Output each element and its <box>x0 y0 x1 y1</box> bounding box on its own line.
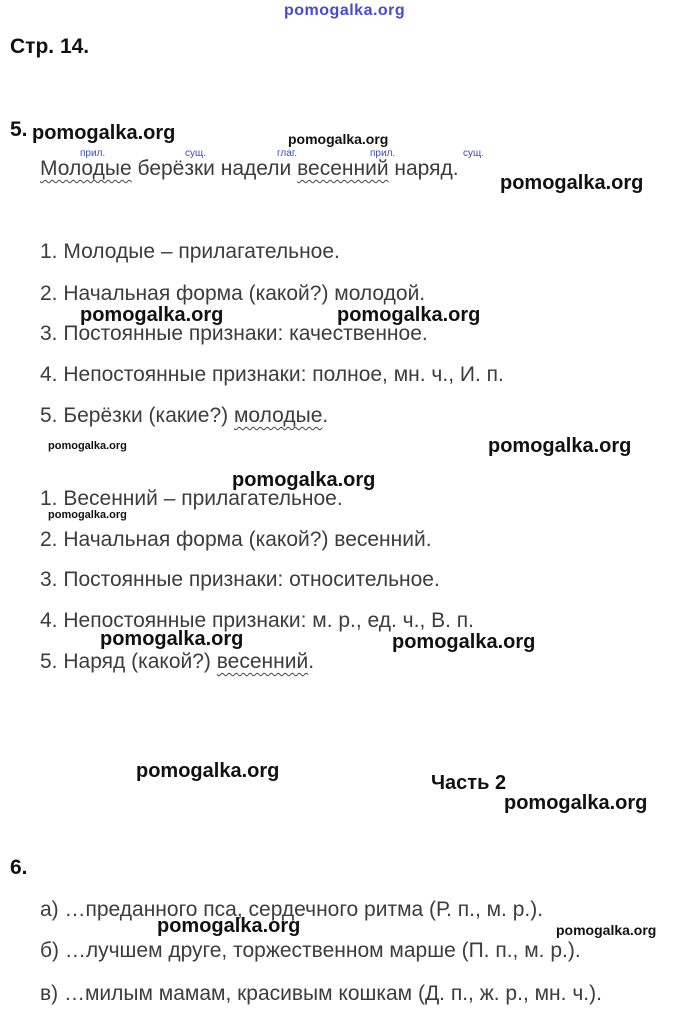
task6-item-b: б) …лучшем друге, торжественном марше (П. п., м. р.). <box>40 939 581 962</box>
watermark: pomogalka.org <box>48 440 127 452</box>
analysis2-line-3: 3. Постоянные признаки: относительное. <box>40 568 440 591</box>
task6-number: 6. <box>10 856 28 879</box>
watermark: pomogalka.org <box>136 760 280 782</box>
sentence-word: весенний <box>297 157 389 180</box>
watermark: pomogalka.org <box>288 131 389 147</box>
analysis1-line-4: 4. Непостоянные признаки: полное, мн. ч., И. п. <box>40 363 504 386</box>
part-label: Часть 2 <box>431 772 507 794</box>
pos-tag-adj-2: прил. <box>370 148 396 159</box>
analysis1-line-3: 3. Постоянные признаки: качественное. <box>40 322 428 345</box>
analysis2-line-4: 4. Непостоянные признаки: м. р., ед. ч., В. п. <box>40 609 475 632</box>
analysis2-line-5: 5. Наряд (какой?) весенний. <box>40 650 315 673</box>
watermark: pomogalka.org <box>48 509 127 521</box>
sentence-word: Молодые <box>40 157 132 180</box>
analysis2-line-1: 1. Весенний – прилагательное. <box>40 487 343 510</box>
watermark: pomogalka.org <box>232 469 376 491</box>
watermark: pomogalka.org <box>504 792 648 814</box>
analysis1-line-5: 5. Берёзки (какие?) молодые. <box>40 404 329 427</box>
analysis1-line-1: 1. Молодые – прилагательное. <box>40 240 340 263</box>
watermark: pomogalka.org <box>32 122 176 144</box>
pos-tag-noun-2: сущ. <box>463 148 485 159</box>
task5-number: 5. <box>10 118 28 141</box>
analysis1-line-2: 2. Начальная форма (какой?) молодой. <box>40 282 426 305</box>
watermark: pomogalka.org <box>556 922 657 938</box>
analysis2-line-2: 2. Начальная форма (какой?) весенний. <box>40 528 432 551</box>
task6-item-c: в) …милым мамам, красивым кошкам (Д. п., ж. р., мн. ч.). <box>40 982 602 1005</box>
site-watermark-top: pomogalka.org <box>284 2 406 19</box>
watermark: pomogalka.org <box>392 631 536 653</box>
watermark: pomogalka.org <box>488 435 632 457</box>
pos-tag-adj-1: прил. <box>80 148 106 159</box>
sentence-word: наряд. <box>394 157 459 180</box>
underlined-word: молодые <box>233 404 323 427</box>
watermark: pomogalka.org <box>80 304 224 326</box>
pos-tag-noun-1: сущ. <box>185 148 207 159</box>
sentence-word: берёзки <box>137 157 215 180</box>
watermark: pomogalka.org <box>500 172 644 194</box>
watermark: pomogalka.org <box>157 915 301 937</box>
watermark: pomogalka.org <box>100 628 244 650</box>
sentence-word: надели <box>220 157 292 180</box>
page-label: Стр. 14. <box>10 35 90 58</box>
underlined-word: весенний <box>216 650 309 673</box>
analyzed-sentence <box>40 157 459 181</box>
watermark: pomogalka.org <box>337 304 481 326</box>
task6-item-a: а) …преданного пса, сердечного ритма (Р. п., м. р.). <box>40 898 544 921</box>
pos-tag-verb: глаг. <box>277 148 298 159</box>
